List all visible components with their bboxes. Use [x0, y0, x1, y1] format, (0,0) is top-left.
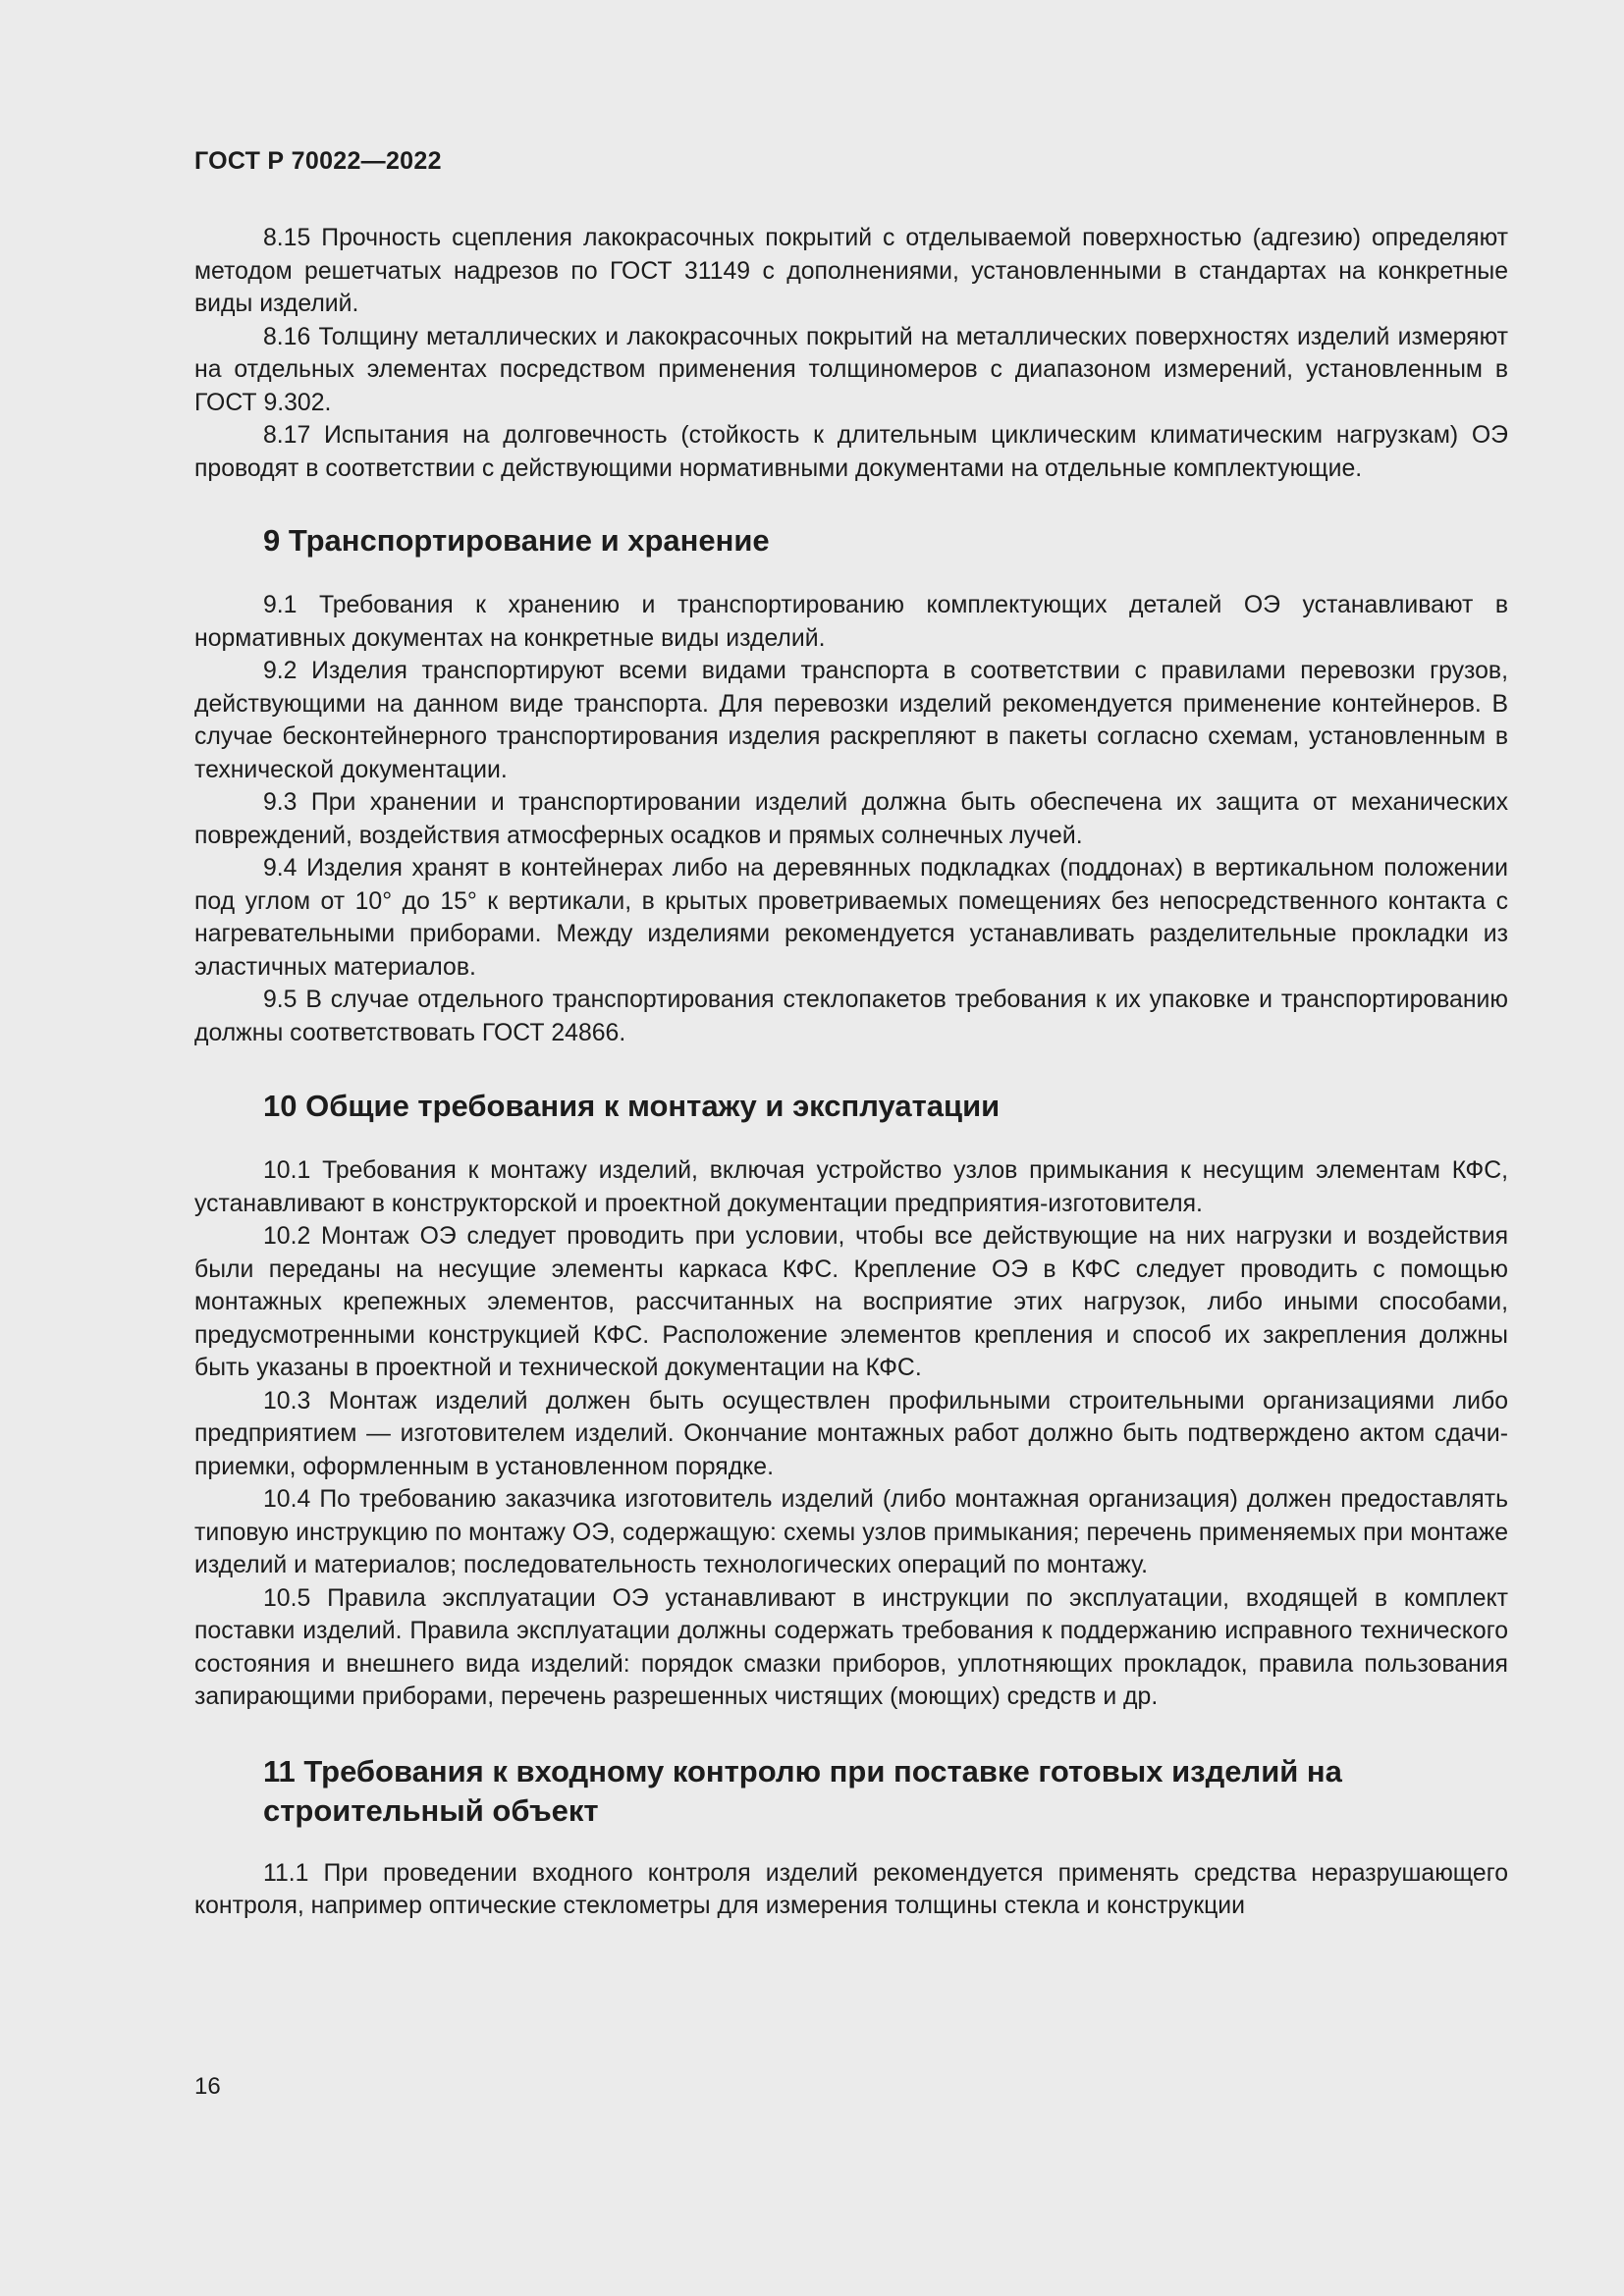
section-heading-10: 10 Общие требования к монтажу и эксплуатации	[263, 1089, 1001, 1123]
paragraph-9-5: 9.5 В случае отдельного транспортирования стеклопакетов требования к их упаковке и транспортированию должны соответствовать ГОСТ 24866.	[194, 987, 1508, 1046]
paragraph-10-4: 10.4 По требованию заказчика изготовитель изделий (либо монтажная организация) должен предоставлять типовую инструкцию по монтажу ОЭ, содержащую: схемы узлов примыкания; перечень применяемых при монтаже изделий и материалов; последовательность технологических операций по монтажу.	[194, 1486, 1508, 1578]
document-body	[194, 222, 1508, 1923]
paragraph-9-4: 9.4 Изделия хранят в контейнерах либо на деревянных подкладках (поддонах) в вертикальном положении под углом от 10° до 15° к вертикали, в крытых проветриваемых помещениях без непосредственного контакта с нагревательными приборами. Между изделиями рекомендуется устанавливать разделительные прокладки из эластичных материалов.	[194, 855, 1508, 981]
paragraph-10-5: 10.5 Правила эксплуатации ОЭ устанавливают в инструкции по эксплуатации, входящей в комплект поставки изделий. Правила эксплуатации должны содержать требования к поддержанию исправного технического состояния и внешнего вида изделий: порядок смазки приборов, уплотняющих прокладок, правила пользования запирающими приборами, перечень разрешенных чистящих (моющих) средств и др.	[194, 1584, 1508, 1710]
paragraph-10-2: 10.2 Монтаж ОЭ следует проводить при условии, чтобы все действующие на них нагрузки и воздействия были переданы на несущие элементы каркаса КФС. Крепление ОЭ в КФС следует проводить с помощью монтажных крепежных элементов, рассчитанных на восприятие этих нагрузок, либо иными способами, предусмотренными конструкцией КФС. Расположение элементов крепления и способ их закрепления должны быть указаны в проектной и технической документации на КФС.	[194, 1223, 1508, 1381]
section-heading-9: 9 Транспортирование и хранение	[263, 523, 770, 558]
page-number: 16	[194, 2073, 221, 2100]
paragraph-11-1: 11.1 При проведении входного контроля изделий рекомендуется применять средства неразрушающего контроля, например оптические стеклометры для измерения толщины стекла и конструкции	[194, 1859, 1508, 1919]
paragraph-8-16: 8.16 Толщину металлических и лакокрасочных покрытий на металлических поверхностях изделий измеряют на отдельных элементах посредством применения толщиномеров с диапазоном измерений, установленным в ГОСТ 9.302.	[194, 323, 1508, 416]
paragraph-9-2: 9.2 Изделия транспортируют всеми видами транспорта в соответствии с правилами перевозки грузов, действующими на данном виде транспорта. Для перевозки изделий рекомендуется применение контейнеров. В случае бесконтейнерного транспортирования изделия раскрепляют в пакеты согласно схемам, установленным в технической документации.	[194, 658, 1508, 783]
paragraph-8-15: 8.15 Прочность сцепления лакокрасочных покрытий с отделываемой поверхностью (адгезию) определяют методом решетчатых надрезов по ГОСТ 31149 с дополнениями, установленными в стандартах на конкретные виды изделий.	[194, 225, 1508, 317]
paragraph-9-3: 9.3 При хранении и транспортировании изделий должна быть обеспечена их защита от механических повреждений, воздействия атмосферных осадков и прямых солнечных лучей.	[194, 789, 1508, 849]
paragraph-10-1: 10.1 Требования к монтажу изделий, включая устройство узлов примыкания к несущим элементам КФС, устанавливают в конструкторской и проектной документации предприятия-изготовителя.	[194, 1157, 1508, 1217]
paragraph-9-1: 9.1 Требования к хранению и транспортированию комплектующих деталей ОЭ устанавливают в нормативных документах на конкретные виды изделий.	[194, 592, 1508, 652]
section-heading-11: 11 Требования к входному контролю при поставке готовых изделий на строительный объект	[263, 1753, 1342, 1828]
paragraph-10-3: 10.3 Монтаж изделий должен быть осуществлен профильными строительными организациями либо предприятием — изготовителем изделий. Окончание монтажных работ должно быть подтверждено актом сдачи-приемки, оформленным в установленном порядке.	[194, 1387, 1508, 1480]
document-code-header: ГОСТ Р 70022—2022	[194, 147, 442, 175]
document-page	[194, 0, 1508, 2296]
paragraph-8-17: 8.17 Испытания на долговечность (стойкость к длительным циклическим климатическим нагрузкам) ОЭ проводят в соответствии с действующими нормативными документами на отдельные комплектующие.	[194, 422, 1508, 482]
